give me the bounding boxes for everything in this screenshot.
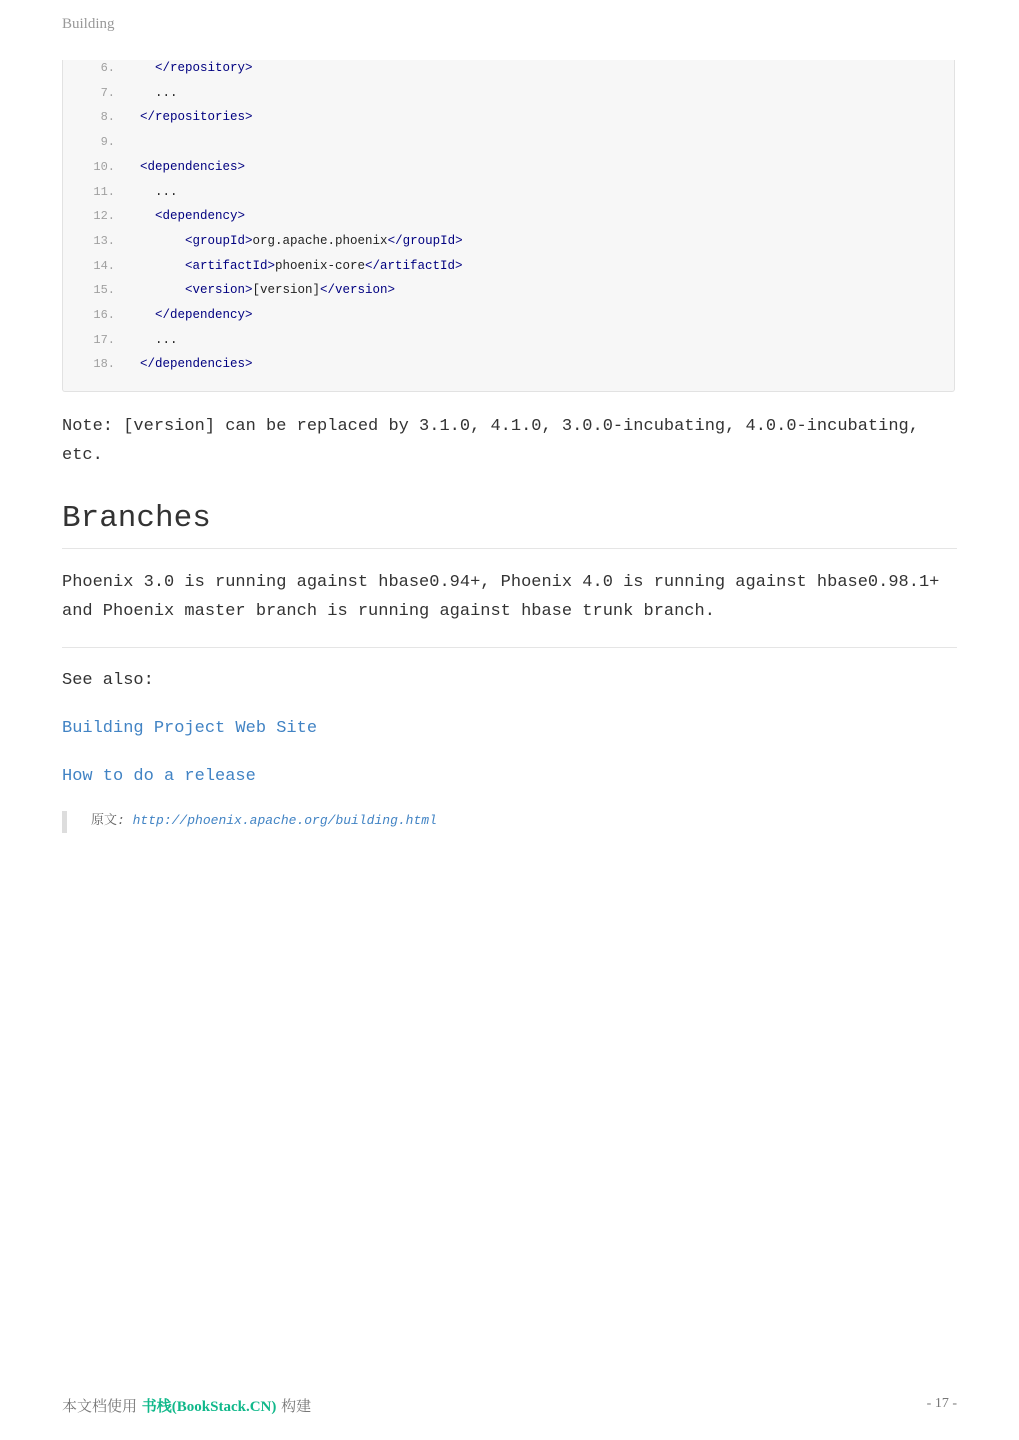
code-line	[63, 58, 954, 78]
code-line	[63, 132, 954, 152]
code-text	[140, 182, 178, 202]
code-line	[63, 107, 954, 127]
code-text	[140, 231, 463, 251]
xml-tag: <dependency>	[155, 209, 246, 224]
code-text	[140, 305, 253, 325]
line-number: 9.	[100, 135, 115, 150]
code-indent	[140, 308, 155, 322]
code-line	[63, 330, 954, 350]
xml-text: org.apache.phoenix	[252, 233, 388, 248]
code-indent	[140, 283, 185, 297]
code-line	[63, 157, 954, 177]
line-number: 6.	[100, 61, 115, 75]
line-number: 7.	[100, 85, 115, 100]
code-text	[140, 107, 253, 127]
footer-credit	[62, 1395, 311, 1416]
xml-text: ...	[155, 85, 178, 100]
link-how-to-do-a-release[interactable]: How to do a release	[62, 767, 256, 786]
source-label: 原文	[91, 813, 118, 828]
xml-tag: </repository>	[155, 61, 253, 75]
code-text	[140, 83, 178, 103]
horizontal-rule	[62, 647, 957, 648]
xml-tag: </repositories>	[140, 110, 253, 125]
source-blockquote	[62, 811, 562, 833]
code-line	[63, 354, 954, 374]
code-line	[63, 206, 954, 226]
code-indent	[140, 209, 155, 223]
code-indent	[140, 61, 155, 75]
branches-paragraph: Phoenix 3.0 is running against hbase0.94+, Phoenix 4.0 is running against hbase0.98.1+ and Phoenix master branch is running against hbase trunk branch.	[62, 573, 940, 621]
code-line	[63, 182, 954, 202]
version-note: Note: [version] can be replaced by 3.1.0, 4.1.0, 3.0.0-incubating, 4.0.0-incubating, etc.	[62, 417, 919, 465]
xml-tag: <groupId>	[185, 233, 253, 248]
line-number: 15.	[93, 283, 115, 298]
line-number: 14.	[93, 258, 115, 273]
running-header: Building	[62, 16, 115, 32]
code-line	[63, 305, 954, 325]
xml-text: ...	[155, 184, 178, 199]
line-number: 12.	[93, 209, 115, 224]
line-number: 11.	[93, 184, 115, 199]
xml-text: ...	[155, 332, 178, 347]
code-line	[63, 231, 954, 251]
section-heading-branches: Branches	[62, 498, 957, 549]
source-url-link[interactable]: http://phoenix.apache.org/building.html	[132, 813, 437, 828]
xml-tag: <artifactId>	[185, 258, 276, 273]
footer-prefix: 本文档使用	[62, 1397, 142, 1415]
link-building-project-web-site[interactable]: Building Project Web Site	[62, 719, 318, 738]
xml-tag: </dependency>	[155, 308, 253, 322]
xml-tag: </dependencies>	[140, 357, 253, 372]
code-block	[62, 60, 955, 392]
xml-tag: <dependencies>	[140, 159, 246, 174]
code-text	[140, 157, 245, 177]
code-text	[140, 280, 395, 300]
line-number: 16.	[93, 308, 115, 322]
code-text	[140, 58, 253, 78]
footer-brand-link[interactable]: 书栈(BookStack.CN)	[141, 1399, 277, 1415]
line-number: 17.	[93, 332, 115, 347]
code-indent	[140, 333, 155, 347]
code-indent	[140, 185, 155, 199]
source-colon: :	[117, 813, 133, 828]
code-text	[140, 354, 253, 374]
xml-text: phoenix-core	[275, 258, 366, 273]
line-number: 18.	[93, 357, 115, 372]
page-number: - 17 -	[926, 1396, 957, 1411]
line-number: 10.	[93, 159, 115, 174]
xml-tag: <version>	[185, 283, 253, 298]
code-line	[63, 280, 954, 300]
xml-text: [version]	[252, 283, 321, 298]
code-text	[140, 256, 463, 276]
xml-tag: </version>	[320, 283, 396, 298]
code-text	[140, 206, 245, 226]
code-indent	[140, 86, 155, 100]
code-line	[63, 83, 954, 103]
code-line	[63, 256, 954, 276]
code-indent	[140, 259, 185, 273]
footer-suffix: 构建	[276, 1397, 312, 1415]
line-number: 8.	[100, 110, 115, 125]
line-number: 13.	[93, 233, 115, 248]
xml-tag: </groupId>	[387, 233, 463, 248]
code-indent	[140, 234, 185, 248]
xml-tag: </artifactId>	[365, 258, 463, 273]
see-also-label: See also:	[62, 671, 154, 690]
code-text	[140, 330, 178, 350]
